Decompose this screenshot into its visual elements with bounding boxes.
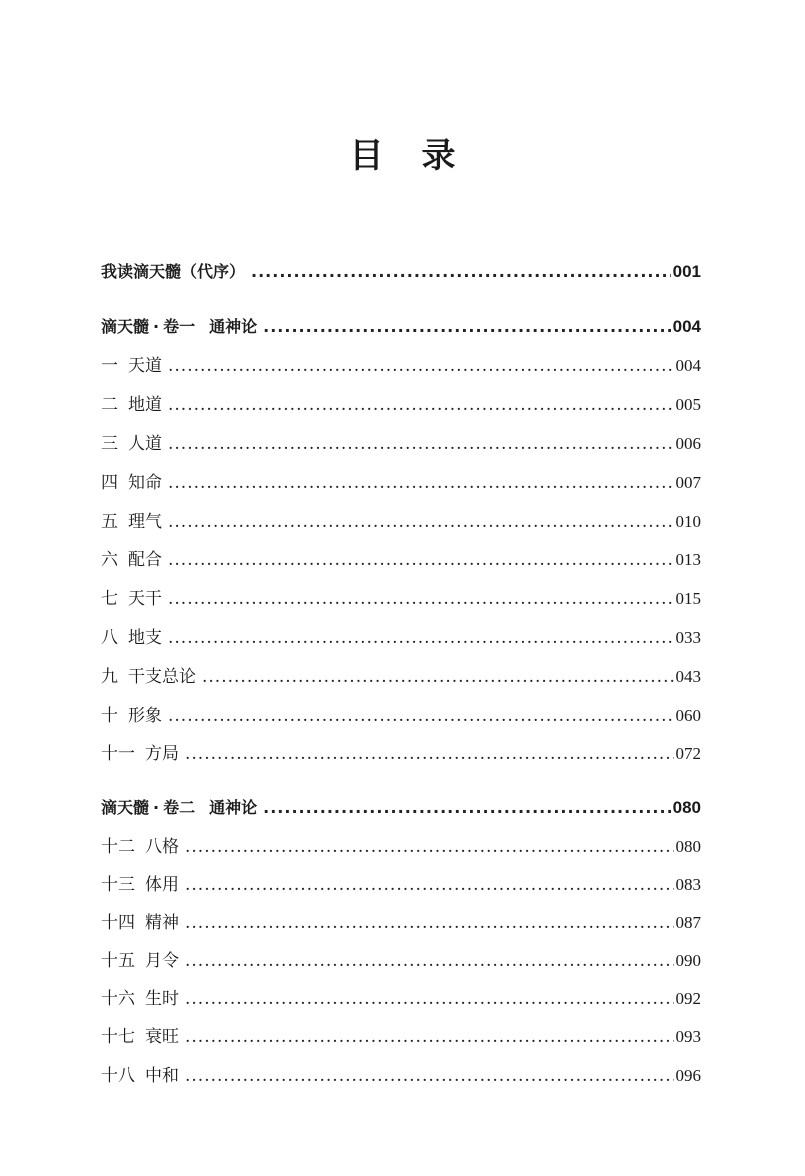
toc-entry[interactable] — [101, 1024, 701, 1050]
toc-entry-number: 十一 — [101, 744, 135, 764]
toc-page-number: 005 — [675, 395, 701, 414]
toc-entry[interactable] — [101, 625, 701, 651]
toc-entry[interactable] — [101, 392, 701, 418]
toc-page-number: 010 — [675, 512, 701, 531]
toc-entry[interactable] — [101, 470, 701, 496]
toc-leader — [185, 1063, 674, 1089]
toc-page-number: 080 — [675, 837, 701, 856]
toc-entry-title: 人道 — [128, 434, 162, 454]
toc-page-number: 093 — [675, 1027, 701, 1046]
toc-entry-number: 十二 — [101, 837, 135, 857]
toc-entry[interactable] — [101, 834, 701, 860]
toc-section-name: 通神论 — [209, 317, 258, 336]
toc-book-name: 滴天髓 — [101, 798, 150, 817]
toc-leader — [185, 910, 674, 936]
toc-leader — [185, 834, 674, 860]
toc-entry[interactable] — [101, 664, 701, 690]
toc-page-number: 080 — [672, 798, 701, 817]
page-title — [0, 136, 805, 176]
toc-entry[interactable] — [101, 509, 701, 535]
toc-volume-name: 卷二 — [163, 798, 196, 817]
toc-leader — [168, 547, 674, 573]
toc-entry-number: 十三 — [101, 875, 135, 895]
toc-leader — [263, 314, 671, 340]
toc-page-number: 001 — [672, 262, 701, 281]
toc-entry-title: 形象 — [128, 706, 162, 726]
toc-leader — [185, 1024, 674, 1050]
toc-entry-volume-1[interactable] — [101, 314, 701, 340]
toc-leader — [185, 948, 674, 974]
toc-entry-title: 衰旺 — [145, 1027, 179, 1047]
toc-page-number: 090 — [675, 951, 701, 970]
toc-leader — [185, 741, 674, 767]
toc-entry-number: 十六 — [101, 989, 135, 1009]
toc-leader — [202, 664, 674, 690]
toc-entry-title: 生时 — [145, 989, 179, 1009]
toc-leader — [185, 986, 674, 1012]
toc-leader — [168, 703, 674, 729]
toc-entry-title: 知命 — [128, 473, 162, 493]
toc-entry-number: 五 — [101, 512, 118, 532]
toc-entry-title: 天干 — [128, 589, 162, 609]
toc-page-number: 096 — [675, 1066, 701, 1085]
toc-entry-number: 九 — [101, 667, 118, 687]
toc-page-number: 087 — [675, 913, 701, 932]
toc-leader — [168, 625, 674, 651]
toc-page-number: 006 — [675, 434, 701, 453]
toc-entry-title: 地道 — [128, 395, 162, 415]
toc-entry-number: 十七 — [101, 1027, 135, 1047]
toc-section-name: 通神论 — [209, 798, 258, 817]
toc-leader — [168, 586, 674, 612]
toc-entry[interactable] — [101, 741, 701, 767]
toc-entry[interactable] — [101, 703, 701, 729]
toc-entry[interactable] — [101, 986, 701, 1012]
toc-entry-title: 配合 — [128, 550, 162, 570]
toc-entry[interactable] — [101, 948, 701, 974]
toc-entry[interactable] — [101, 872, 701, 898]
toc-leader — [263, 795, 671, 821]
toc-page-number: 083 — [675, 875, 701, 894]
toc-page-number: 007 — [675, 473, 701, 492]
toc-entry[interactable] — [101, 910, 701, 936]
toc-entry-title: 中和 — [145, 1066, 179, 1086]
toc-entry-title: 地支 — [128, 628, 162, 648]
toc-entry-number: 十四 — [101, 913, 135, 933]
toc-leader — [251, 259, 671, 285]
toc-entry-title: 天道 — [128, 356, 162, 376]
toc-page-number: 004 — [675, 356, 701, 375]
toc-volume-name: 卷一 — [163, 317, 196, 336]
toc-entry-number: 二 — [101, 395, 118, 415]
toc-leader — [185, 872, 674, 898]
toc-page-number: 013 — [675, 550, 701, 569]
toc-leader — [168, 470, 674, 496]
toc-entry-title: 理气 — [128, 512, 162, 532]
toc-entry[interactable] — [101, 353, 701, 379]
toc-leader — [168, 509, 674, 535]
toc-entry-number: 一 — [101, 356, 118, 376]
toc-entry-title: 月令 — [145, 951, 179, 971]
toc-entry-number: 十五 — [101, 951, 135, 971]
toc-leader — [168, 353, 674, 379]
page-title-char: 录 — [421, 136, 456, 176]
toc-entry-title: 八格 — [145, 837, 179, 857]
toc-entry[interactable] — [101, 431, 701, 457]
toc-entry-title: 体用 — [145, 875, 179, 895]
toc-entry-number: 七 — [101, 589, 118, 609]
toc-entry-title: 滴天髓 · 卷一 通神论 — [101, 317, 258, 336]
toc-entry-title: 干支总论 — [128, 667, 196, 687]
toc-page-number: 015 — [675, 589, 701, 608]
toc-entry-number: 四 — [101, 473, 118, 493]
toc-entry-volume-2[interactable] — [101, 795, 701, 821]
toc-page-number: 043 — [675, 667, 701, 686]
toc-entry-title: 滴天髓 · 卷二 通神论 — [101, 798, 258, 817]
toc-entry-number: 十八 — [101, 1066, 135, 1086]
toc-entry[interactable] — [101, 586, 701, 612]
toc-entry[interactable] — [101, 1063, 701, 1089]
toc-entry-preface[interactable] — [101, 259, 701, 285]
toc-entry-number: 十 — [101, 706, 118, 726]
toc-entry-number: 八 — [101, 628, 118, 648]
toc-leader — [168, 392, 674, 418]
toc-entry-title: 方局 — [145, 744, 179, 764]
toc-page-number: 033 — [675, 628, 701, 647]
toc-entry-title: 我读滴天髓（代序） — [101, 262, 246, 281]
toc-entry-number: 六 — [101, 550, 118, 570]
page-title-char: 目 — [349, 136, 384, 176]
toc-page-number: 004 — [672, 317, 701, 336]
toc-page-number: 092 — [675, 989, 701, 1008]
toc-entry-number: 三 — [101, 434, 118, 454]
toc-book-name: 滴天髓 — [101, 317, 150, 336]
toc-entry-title: 精神 — [145, 913, 179, 933]
toc-entry[interactable] — [101, 547, 701, 573]
toc-page-number: 072 — [675, 744, 701, 763]
toc-page-number: 060 — [675, 706, 701, 725]
toc-leader — [168, 431, 674, 457]
